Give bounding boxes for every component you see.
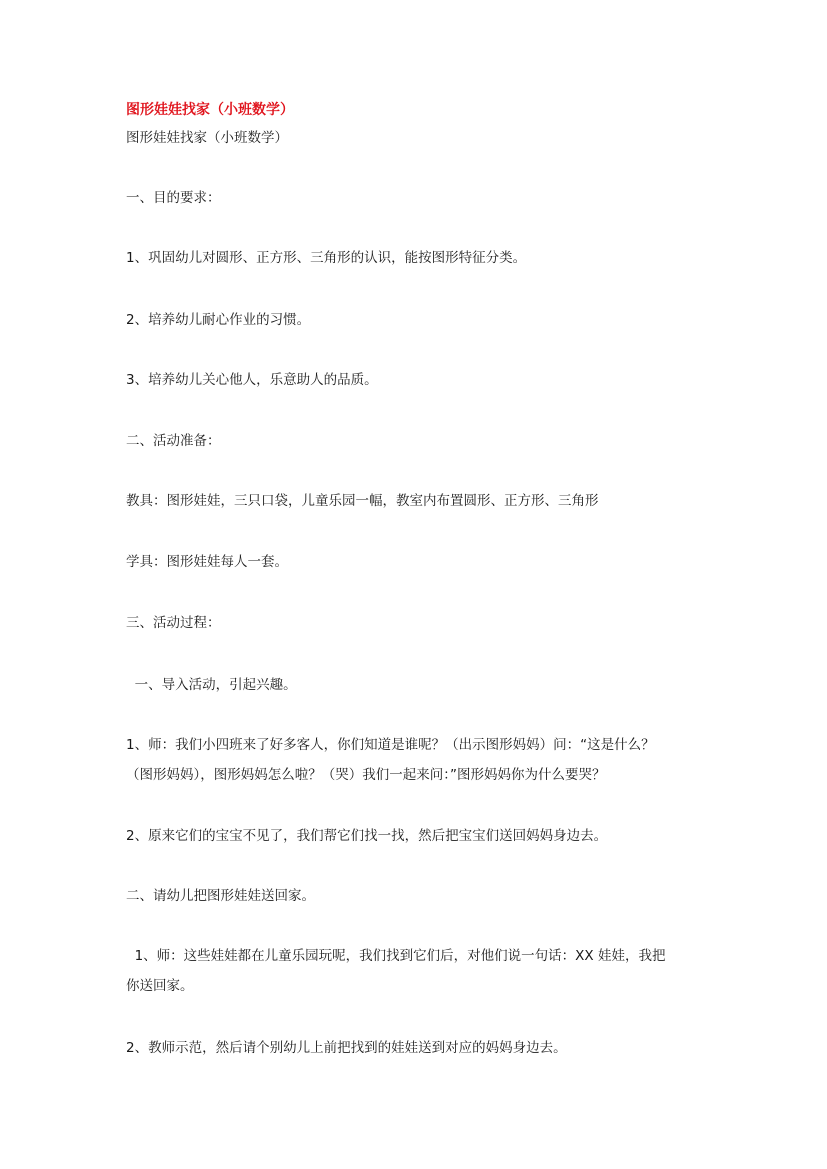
student-tools: 学具：图形娃娃每人一套。 [126,554,288,570]
step1-item2: 2、原来它们的宝宝不见了，我们帮它们找一找，然后把宝宝们送回妈妈身边去。 [126,828,608,844]
step2-item2: 2、教师示范，然后请个别幼儿上前把找到的娃娃送到对应的妈妈身边去。 [126,1040,567,1056]
step2-item1-line1: 1、师：这些娃娃都在儿童乐园玩呢，我们找到它们后，对他们说一句话：XX 娃娃，我把 [126,948,666,964]
document-subtitle: 图形娃娃找家（小班数学） [126,130,288,146]
step2-heading: 二、请幼儿把图形娃娃送回家。 [126,888,315,904]
step2-item1-line2: 你送回家。 [126,978,194,994]
goal-item-2: 2、培养幼儿耐心作业的习惯。 [126,312,311,328]
document-title: 图形娃娃找家（小班数学） [126,102,294,118]
prep-heading: 二、活动准备： [126,433,221,449]
goals-heading: 一、目的要求： [126,190,221,206]
step1-heading: 一、导入活动，引起兴趣。 [126,677,297,693]
process-heading: 三、活动过程： [126,615,221,631]
step1-item1-line1: 1、师：我们小四班来了好多客人，你们知道是谁呢？（出示图形妈妈）问：“这是什么？ [126,737,655,753]
teacher-tools: 教具：图形娃娃，三只口袋，儿童乐园一幅，教室内布置圆形、正方形、三角形 [126,493,599,509]
goal-item-3: 3、培养幼儿关心他人，乐意助人的品质。 [126,372,378,388]
step1-item1-line2: （图形妈妈），图形妈妈怎么啦？（哭）我们一起来问：”图形妈妈你为什么要哭？ [126,767,606,783]
goal-item-1: 1、巩固幼儿对圆形、正方形、三角形的认识，能按图形特征分类。 [126,250,527,266]
